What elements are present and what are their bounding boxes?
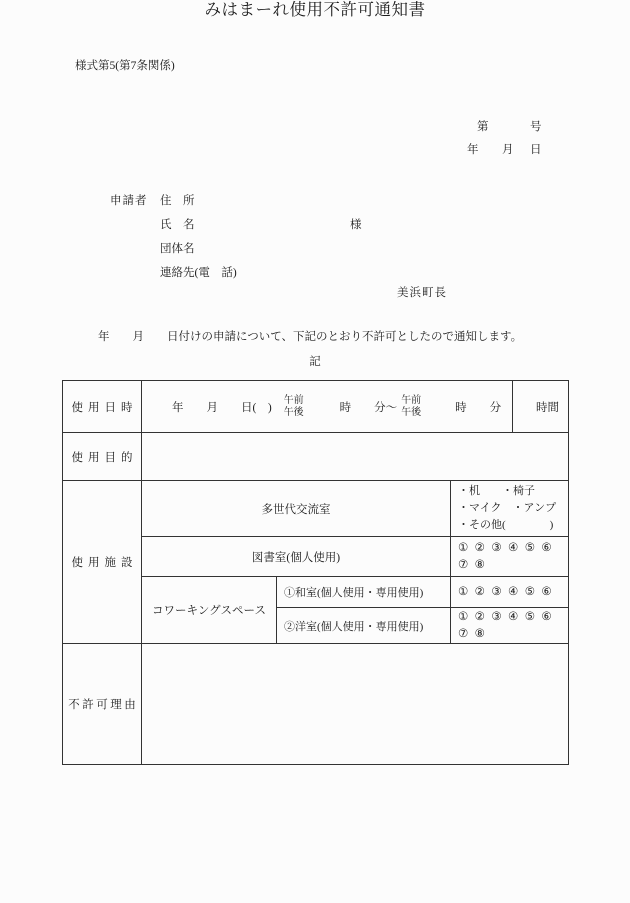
ampm-selector-end [401,395,421,418]
applicant-label: 申請者 [110,195,148,207]
datetime-mid-part: 時 分～ [339,401,398,414]
pm-label: 午後 [401,406,422,418]
page-title: みはまーれ使用不許可通知書 [204,0,426,19]
notice-sentence: 年 月 日付けの申請について、下記のとおり不許可としたので通知します。 [98,331,523,343]
facility-label-cell [63,481,142,644]
am-label: 午前 [401,395,422,406]
japanese-room-cell: ①和室(個人使用・専用使用) [277,577,451,608]
doc-number-suffix: 号 [530,121,542,133]
datetime-date-part: 年 月 日( ) [172,401,272,414]
duration-label-cell: 時間 [513,381,569,433]
japanese-room-numbers-cell: ① ② ③ ④ ⑤ ⑥ [451,577,569,608]
datetime-end-part: 時 分 [455,401,502,414]
purpose-label: 使用目的 [71,451,138,464]
applicant-organization-label: 団体名 [160,243,195,255]
equipment-option-other: ・その他( ) [458,519,554,531]
form-number: 様式第5(第7条関係) [75,60,175,72]
date-month-label: 月 [502,144,514,156]
datetime-label-cell [63,381,142,433]
mayor-name: 美浜町長 [397,287,447,299]
library-room-cell: 図書室(個人使用) [142,537,451,577]
applicant-honorific: 様 [350,219,362,231]
multigen-room-cell: 多世代交流室 [142,481,451,537]
equipment-option-desk-chair: ・机 ・椅子 [458,485,535,497]
multigen-equipment-cell [451,481,569,537]
seat-numbers-line: ⑦ ⑧ [458,558,485,571]
am-label: 午前 [283,395,304,406]
equipment-option-mic-amp: ・マイク ・アンプ [458,502,557,514]
coworking-space-cell: コワーキングスペース [142,577,277,644]
purpose-value-cell [142,433,569,481]
western-room-cell: ②洋室(個人使用・専用使用) [277,608,451,644]
seat-numbers-line: ⑦ ⑧ [458,627,485,640]
pm-label: 午後 [283,406,304,418]
applicant-contact-label: 連絡先(電 話) [160,267,237,279]
applicant-address-label: 住 所 [160,195,195,207]
reason-label: 不許可理由 [68,699,139,711]
reason-value-cell [142,644,569,765]
facility-label: 使用施設 [71,557,138,569]
record-mark: 記 [309,356,321,368]
usage-table [62,380,569,765]
seat-numbers-line: ① ② ③ ④ ⑤ ⑥ [458,541,552,554]
ampm-selector-start [284,395,304,418]
library-seat-numbers-cell [451,537,569,577]
date-day-label: 日 [530,144,542,156]
reason-label-cell [63,644,142,765]
doc-number-prefix: 第 [477,121,489,133]
datetime-value-cell [142,381,513,433]
purpose-label-cell [63,433,142,481]
seat-numbers-line: ① ② ③ ④ ⑤ ⑥ [458,610,552,623]
date-year-label: 年 [467,144,479,156]
applicant-name-label: 氏 名 [160,219,195,231]
datetime-label: 使用日時 [71,401,138,414]
western-room-numbers-cell [451,608,569,644]
